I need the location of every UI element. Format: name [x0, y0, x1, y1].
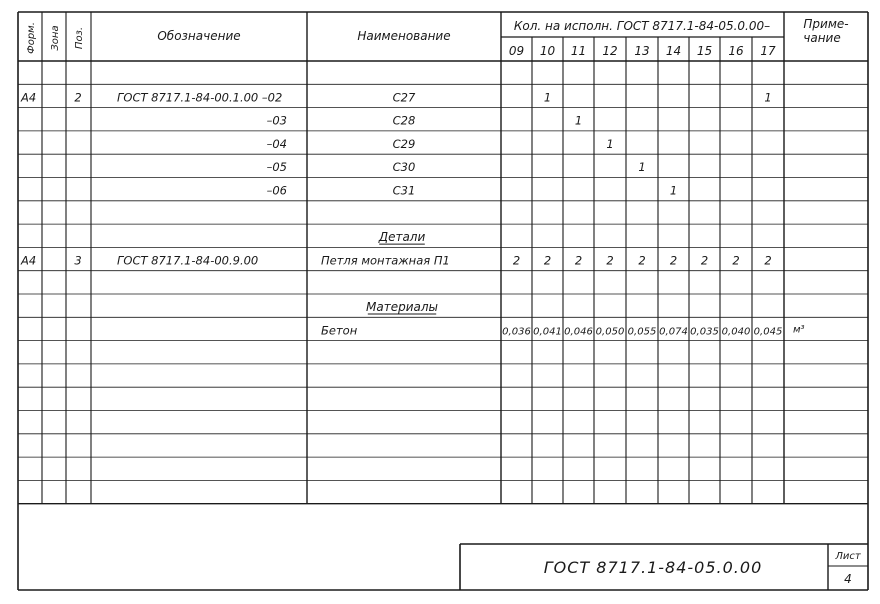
header-pos: Поз. [74, 26, 85, 50]
qty-value: 1 [764, 90, 772, 105]
sheet-label: Лист [835, 551, 861, 562]
header-note-line2: чание [803, 31, 841, 45]
header-format: Форм. [26, 22, 37, 54]
qty-value: 1 [606, 136, 614, 151]
qty-value: 1 [669, 183, 678, 198]
qty-value: 2 [732, 253, 740, 268]
row-name: С31 [392, 183, 416, 198]
qty-value: 0,050 [595, 326, 625, 338]
row-format: А4 [21, 90, 37, 105]
row-name: Петля монтажная П1 [321, 253, 450, 268]
header-zone: Зона [50, 25, 61, 51]
header-variant-12: 12 [602, 44, 618, 58]
row-designation: –03 [266, 113, 287, 128]
qty-value: 0,046 [564, 326, 593, 338]
qty-value: 1 [574, 113, 583, 128]
header-variant-13: 13 [634, 44, 650, 58]
row-format: А4 [21, 253, 37, 268]
row-designation: ГОСТ 8717.1-84-00.1.00 –02 [117, 90, 283, 105]
qty-value: 1 [638, 160, 646, 175]
qty-value: 0,045 [753, 326, 783, 338]
row-name: С30 [392, 160, 416, 175]
qty-value: 2 [543, 253, 552, 268]
header-variant-09: 09 [508, 44, 525, 58]
row-designation: –04 [266, 136, 287, 151]
header-variant-15: 15 [696, 44, 713, 58]
row-note: м³ [793, 324, 805, 336]
row-name: С29 [392, 136, 416, 151]
header-qty-title: Кол. на исполн. ГОСТ 8717.1-84-05.0.00– [513, 19, 771, 33]
document-designation: ГОСТ 8717.1-84-05.0.00 [543, 558, 763, 577]
header-designation: Обозначение [157, 29, 241, 43]
qty-value: 2 [764, 253, 772, 268]
qty-value: 0,074 [659, 326, 688, 338]
row-position: 3 [74, 253, 82, 268]
table-text [20, 17, 862, 586]
row-designation: –05 [266, 160, 287, 175]
row-designation: –06 [266, 183, 287, 198]
qty-value: 0,036 [502, 326, 531, 338]
row-name: Бетон [321, 323, 358, 338]
qty-value: 2 [669, 253, 678, 268]
qty-value: 0,035 [690, 326, 719, 338]
qty-value: 0,040 [721, 326, 751, 338]
row-name: С27 [392, 90, 416, 105]
header-variant-10: 10 [539, 44, 556, 58]
header-variant-11: 11 [570, 44, 587, 58]
row-name: С28 [392, 113, 416, 128]
section-heading: Материалы [366, 300, 438, 314]
header-variant-17: 17 [760, 44, 776, 58]
sheet-number: 4 [844, 572, 852, 586]
row-position: 2 [74, 90, 82, 105]
header-note-line1: Приме- [803, 17, 849, 31]
qty-value: 2 [512, 253, 521, 268]
qty-value: 0,055 [627, 326, 657, 338]
qty-value: 1 [543, 90, 552, 105]
header-variant-14: 14 [665, 44, 682, 58]
row-designation: ГОСТ 8717.1-84-00.9.00 [117, 253, 259, 268]
qty-value: 2 [700, 253, 709, 268]
section-heading: Детали [378, 230, 426, 245]
qty-value: 2 [606, 253, 614, 268]
qty-value: 2 [574, 253, 583, 268]
qty-value: 2 [638, 253, 646, 268]
header-variant-16: 16 [728, 44, 744, 58]
header-name: Наименование [357, 29, 451, 43]
qty-value: 0,041 [533, 326, 562, 338]
